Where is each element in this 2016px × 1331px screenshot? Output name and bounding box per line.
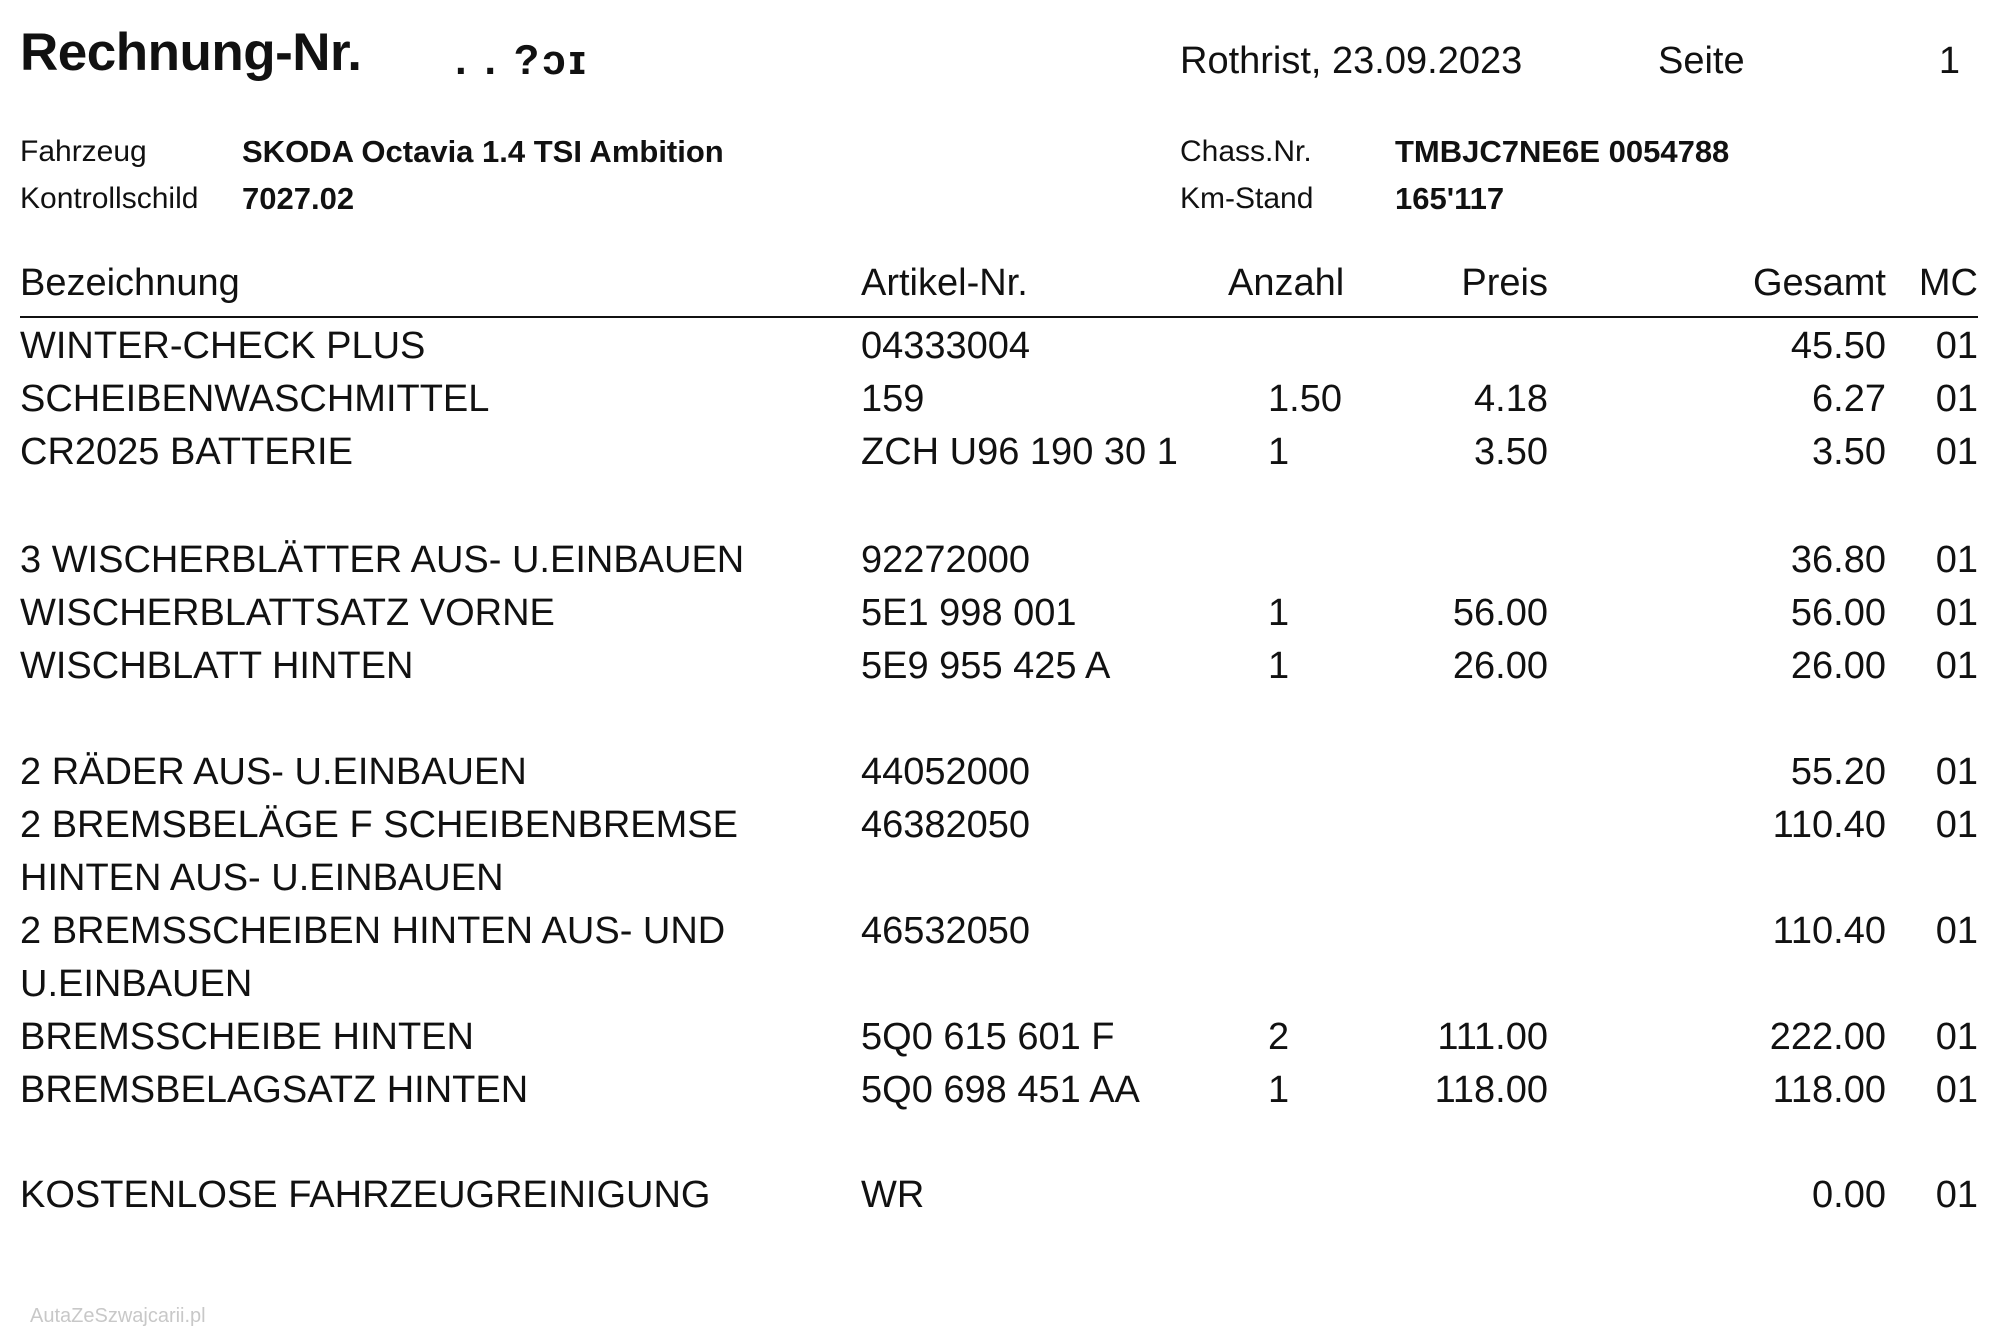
item-name: WISCHERBLATTSATZ VORNE [20,592,555,634]
watermark: AutaZeSzwajcarii.pl [30,1305,206,1327]
item-name: BREMSSCHEIBE HINTEN [20,1016,474,1058]
item-name: 2 BREMSBELÄGE F SCHEIBENBREMSE [20,804,738,846]
header-divider [20,316,1978,318]
item-total: 6.27 [1812,378,1886,420]
item-name: 2 BREMSSCHEIBEN HINTEN AUS- UND [20,910,726,952]
table-row [0,1016,2016,1068]
item-total: 45.50 [1790,325,1886,367]
item-mc: 01 [1935,751,1978,793]
invoice-title: Rechnung-Nr. [20,23,362,82]
item-article: ZCH U96 190 30 1 [861,431,1178,473]
place-date: Rothrist, 23.09.2023 [1180,40,1523,82]
item-total: 3.50 [1812,431,1886,473]
kontrollschild-value: 7027.02 [242,181,355,216]
item-mc: 01 [1935,592,1978,634]
item-name: CR2025 BATTERIE [20,431,353,473]
item-price: 111.00 [1437,1016,1548,1058]
item-article: 46532050 [861,910,1031,952]
item-mc: 01 [1935,1174,1978,1216]
item-mc: 01 [1935,910,1978,952]
item-article: WR [861,1174,925,1216]
item-article: 5E1 998 001 [861,592,1077,634]
item-total: 118.00 [1772,1069,1886,1111]
col-header-bezeichnung: Bezeichnung [20,262,240,304]
item-name: BREMSBELAGSATZ HINTEN [20,1069,529,1111]
table-row [0,378,2016,430]
item-mc: 01 [1935,539,1978,581]
table-row [0,1069,2016,1121]
item-name: WINTER-CHECK PLUS [20,325,426,367]
item-mc: 01 [1935,325,1978,367]
item-total: 0.00 [1812,1174,1886,1216]
table-row-continuation [0,963,2016,1015]
item-total: 222.00 [1769,1016,1886,1058]
col-header-preis: Preis [1461,262,1548,304]
km-value: 165'117 [1395,181,1505,216]
item-qty: 1 [1268,645,1290,687]
item-name: WISCHBLATT HINTEN [20,645,414,687]
item-article: 44052000 [861,751,1031,793]
item-total: 36.80 [1790,539,1886,581]
table-row [0,910,2016,962]
item-article: 46382050 [861,804,1031,846]
table-row-continuation [0,857,2016,909]
kontrollschild-label: Kontrollschild [20,182,199,215]
col-header-artikel: Artikel-Nr. [861,262,1028,304]
item-article: 5E9 955 425 A [861,645,1111,687]
item-mc: 01 [1935,378,1978,420]
item-article: 159 [861,378,925,420]
item-qty: 1 [1268,1069,1290,1111]
item-mc: 01 [1935,1069,1978,1111]
invoice-number-obscured: . . ?ɔɪ [455,36,589,83]
item-qty: 1 [1268,431,1290,473]
km-label: Km-Stand [1180,182,1314,215]
col-header-mc: MC [1918,262,1978,304]
item-article: 5Q0 615 601 F [861,1016,1115,1058]
item-name: 2 RÄDER AUS- U.EINBAUEN [20,751,527,793]
item-total: 110.40 [1772,804,1886,846]
item-qty: 1.50 [1268,378,1342,420]
table-row [0,751,2016,803]
page-number: 1 [1938,40,1960,82]
item-total: 55.20 [1790,751,1886,793]
table-row [0,325,2016,377]
item-name: U.EINBAUEN [20,963,253,1005]
item-article: 92272000 [861,539,1031,581]
item-price: 56.00 [1452,592,1548,634]
chassis-label: Chass.Nr. [1180,135,1312,168]
fahrzeug-label: Fahrzeug [20,135,147,168]
item-price: 3.50 [1474,431,1548,473]
table-row [0,539,2016,591]
fahrzeug-value: SKODA Octavia 1.4 TSI Ambition [242,134,724,169]
item-qty: 1 [1268,592,1290,634]
col-header-gesamt: Gesamt [1752,262,1886,304]
item-total: 110.40 [1772,910,1886,952]
item-price: 118.00 [1434,1069,1548,1111]
item-name: HINTEN AUS- U.EINBAUEN [20,857,504,899]
chassis-value: TMBJC7NE6E 0054788 [1395,134,1730,169]
page-label: Seite [1658,40,1745,82]
item-article: 04333004 [861,325,1031,367]
item-name: 3 WISCHERBLÄTTER AUS- U.EINBAUEN [20,539,745,581]
item-price: 26.00 [1452,645,1548,687]
table-row [0,804,2016,856]
item-total: 56.00 [1790,592,1886,634]
table-row [0,1174,2016,1226]
item-mc: 01 [1935,645,1978,687]
item-article: 5Q0 698 451 AA [861,1069,1140,1111]
col-header-anzahl: Anzahl [1228,262,1345,304]
table-row [0,645,2016,697]
item-mc: 01 [1935,1016,1978,1058]
item-mc: 01 [1935,804,1978,846]
item-name: KOSTENLOSE FAHRZEUGREINIGUNG [20,1174,711,1216]
item-mc: 01 [1935,431,1978,473]
item-qty: 2 [1268,1016,1290,1058]
item-price: 4.18 [1474,378,1548,420]
item-total: 26.00 [1790,645,1886,687]
table-row [0,431,2016,483]
item-name: SCHEIBENWASCHMITTEL [20,378,490,420]
table-row [0,592,2016,644]
